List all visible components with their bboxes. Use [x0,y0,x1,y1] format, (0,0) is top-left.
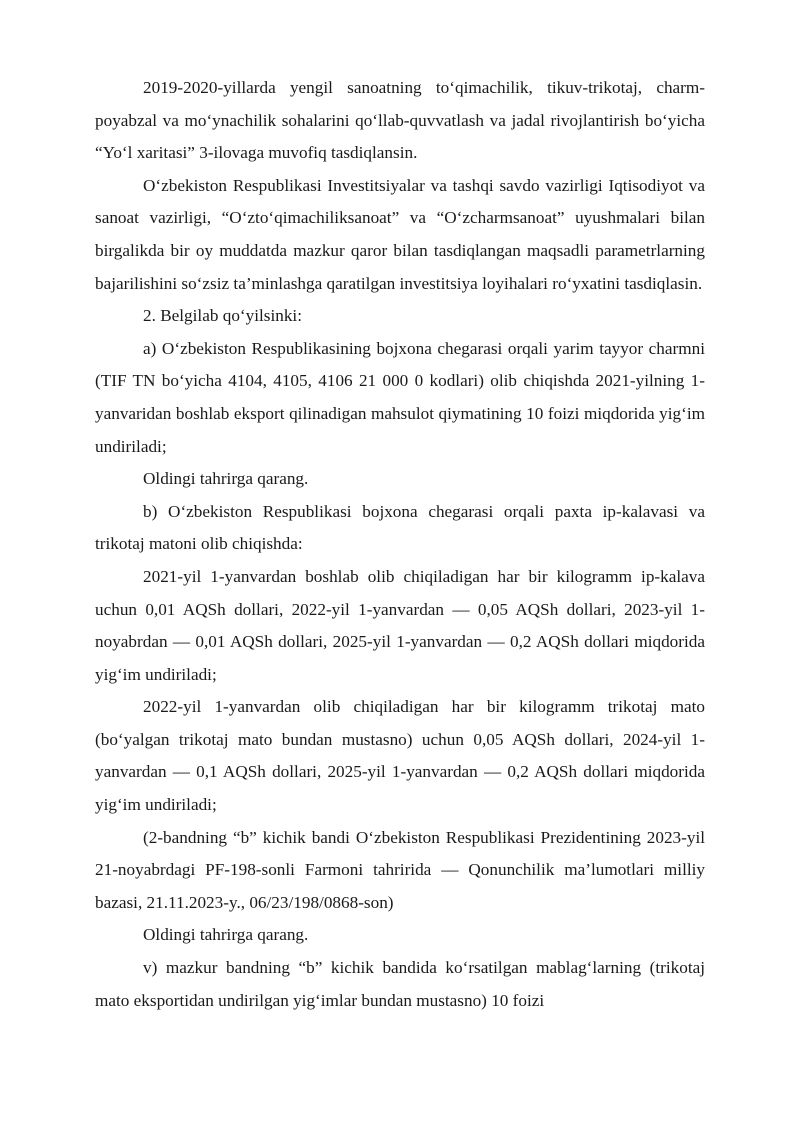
previous-edition-link-2[interactable]: Oldingi tahrirga qarang. [143,925,309,945]
paragraph-investment-projects: O‘zbekiston Respublikasi Investitsiyalar va tashqi savdo vazirligi Iqtisodiyot va sanoat vazirligi, “O‘zto‘qimachiliksanoat” va “O‘zcharmsanoat” uyushmalari bilan birgalikda bir oy muddatda mazkur qaror bilan tasdiqlangan maqsadli parametrlarning bajarilishini so‘zsiz ta’minlashga qaratilgan investitsiya loyihalari ro‘yxatini tasdiqlasin. [95,175,705,293]
document-page [95,72,705,1017]
paragraph-item-2a: a) O‘zbekiston Respublikasining bojxona chegarasi orqali yarim tayyor charmni (TIF TN bo‘yicha 4104, 4105, 4106 21 000 0 kodlari) olib chiqishda 2021-yilning 1-yanvaridan boshlab eksport qilinadigan mahsulot qiymatining 10 foizi miqdorida yig‘im undiriladi; [95,338,705,456]
paragraph-roadmap-approval: 2019-2020-yillarda yengil sanoatning to‘qimachilik, tikuv-trikotaj, charm-poyabzal va mo‘ynachilik sohalarini qo‘llab-quvvatlash va jadal rivojlantirish bo‘yicha “Yo‘l xaritasi” 3-ilovaga muvofiq tasdiqlansin. [95,78,705,163]
paragraph-yarn-fee: 2021-yil 1-yanvardan boshlab olib chiqiladigan har bir kilogramm ip-kalava uchun 0,01 AQSh dollari, 2022-yil 1-yanvardan — 0,05 AQSh dollari, 2023-yil 1-noyabrdan — 0,01 AQSh dollari, 2025-yil 1-yanvardan — 0,2 AQSh dollari miqdorida yig‘im undiriladi; [95,566,705,684]
paragraph-item-2-heading: 2. Belgilab qo‘yilsinki: [143,306,302,326]
paragraph-item-2v: v) mazkur bandning “b” kichik bandida ko‘rsatilgan mablag‘larning (trikotaj mato eksportidan undirilgan yig‘imlar bundan mustasno) 10 foizi [95,958,705,1010]
paragraph-edition-note: (2-bandning “b” kichik bandi O‘zbekiston Respublikasi Prezidentining 2023-yil 21-noyabrdagi PF-198-sonli Farmoni tahririda — Qonunchilik ma’lumotlari milliy bazasi, 21.11.2023-y., 06/23/198/0868-son) [95,827,705,912]
previous-edition-link-1[interactable]: Oldingi tahrirga qarang. [143,469,309,489]
paragraph-knit-fabric-fee: 2022-yil 1-yanvardan olib chiqiladigan har bir kilogramm trikotaj mato (bo‘yalgan trikotaj mato bundan mustasno) uchun 0,05 AQSh dollari, 2024-yil 1-yanvardan — 0,1 AQSh dollari, 2025-yil 1-yanvardan — 0,2 AQSh dollari miqdorida yig‘im undiriladi; [95,697,705,815]
paragraph-item-2b: b) O‘zbekiston Respublikasi bojxona chegarasi orqali paxta ip-kalavasi va trikotaj matoni olib chiqishda: [95,501,705,554]
